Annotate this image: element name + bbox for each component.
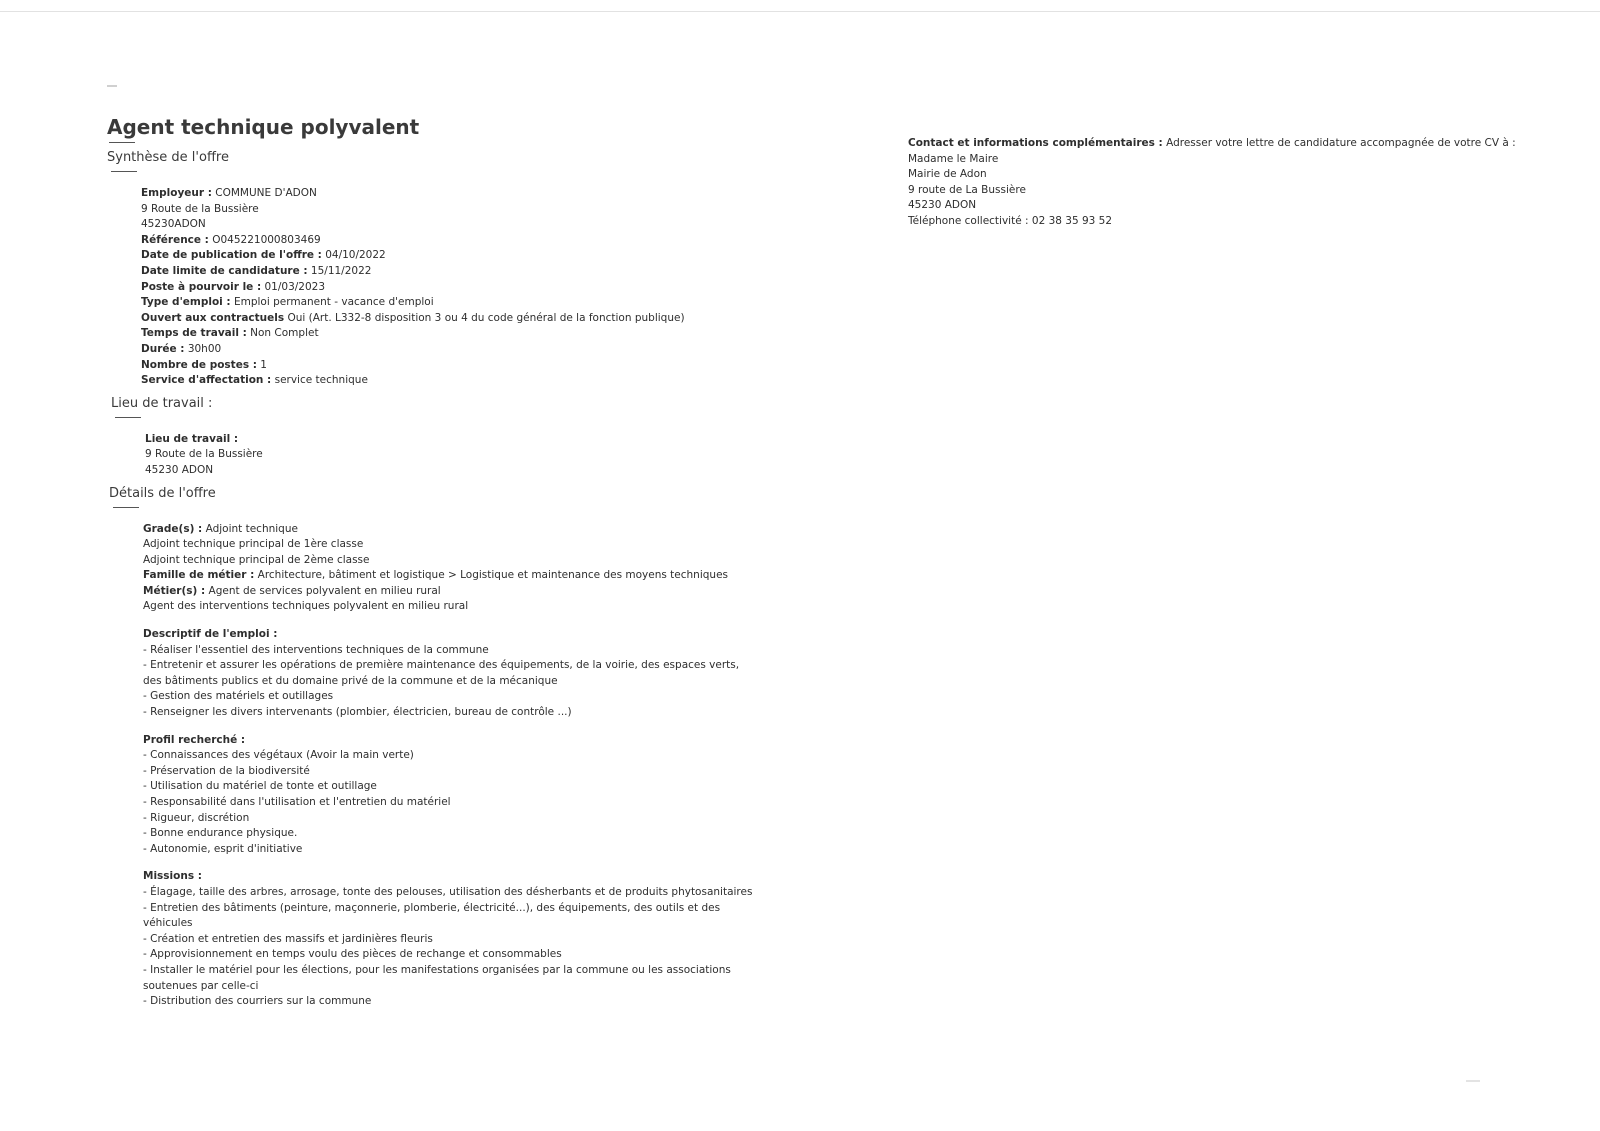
descriptif-label: Descriptif de l'emploi :: [143, 628, 278, 641]
temps-value: Non Complet: [250, 327, 319, 340]
contractuels-value: Oui (Art. L332-8 disposition 3 ou 4 du code général de la fonction publique): [287, 311, 685, 324]
contact-line: 9 route de La Bussière: [908, 183, 1026, 196]
contact-row: [908, 136, 1548, 152]
details-heading: Détails de l'offre: [109, 485, 216, 501]
duree-label: Durée :: [141, 342, 185, 355]
descriptif-item: - Renseigner les divers intervenants (plombier, électricien, bureau de contrôle ...): [143, 706, 572, 719]
lieu-underline: [115, 417, 141, 418]
temps-label: Temps de travail :: [141, 327, 247, 340]
reference-value: O045221000803469: [212, 233, 321, 246]
poste-label: Poste à pourvoir le :: [141, 280, 262, 293]
lieu-heading: Lieu de travail :: [111, 395, 213, 411]
duree-value: 30h00: [187, 342, 222, 355]
details-block: [143, 522, 753, 1010]
grades-label: Grade(s) :: [143, 522, 203, 535]
profil-item: - Préservation de la biodiversité: [143, 764, 310, 777]
metier-item: Agent de services polyvalent en milieu rural: [208, 584, 441, 597]
date-limite-value: 15/11/2022: [310, 264, 372, 277]
date-publication-value: 04/10/2022: [325, 249, 386, 262]
offer-main-column: [107, 114, 767, 1010]
lieu-line-1: 9 Route de la Bussière: [145, 448, 263, 461]
contact-intro: Adresser votre lettre de candidature accompagnée de votre CV à :: [1166, 137, 1516, 149]
mission-item: - Distribution des courriers sur la commune: [143, 995, 372, 1008]
synthese-heading: Synthèse de l'offre: [107, 150, 229, 165]
lieu-line-2: 45230 ADON: [145, 463, 214, 476]
descriptif-item: - Réaliser l'essentiel des interventions techniques de la commune: [143, 643, 489, 656]
profil-item: - Rigueur, discrétion: [143, 811, 250, 824]
reference-label: Référence :: [141, 233, 209, 246]
metier-item: Agent des interventions techniques polyvalent en milieu rural: [143, 600, 469, 613]
mission-item: - Approvisionnement en temps voulu des pièces de rechange et consommables: [143, 948, 562, 961]
contractuels-label: Ouvert aux contractuels: [141, 311, 285, 324]
profil-item: - Bonne endurance physique.: [143, 827, 298, 840]
profil-item: - Autonomie, esprit d'initiative: [143, 842, 303, 855]
mission-item: - Élagage, taille des arbres, arrosage, tonte des pelouses, utilisation des désherbants et de produits phytosanitaires: [143, 885, 753, 898]
contact-column: [908, 136, 1548, 230]
employeur-row: [141, 186, 767, 202]
service-label: Service d'affectation :: [141, 374, 272, 387]
descriptif-item: - Gestion des matériels et outillages: [143, 690, 334, 703]
missions-label: Missions :: [143, 870, 202, 883]
grades-row: [143, 522, 753, 538]
temps-row: [141, 326, 767, 342]
page-title: Agent technique polyvalent: [107, 115, 420, 139]
date-limite-row: [141, 264, 767, 280]
lieu-block: [145, 432, 767, 479]
top-rule: [0, 11, 1600, 12]
reference-row: [141, 233, 767, 249]
profil-item: - Utilisation du matériel de tonte et outillage: [143, 780, 377, 793]
page-mark: [1466, 1080, 1480, 1082]
date-publication-row: [141, 248, 767, 264]
details-underline: [113, 507, 139, 508]
duree-row: [141, 342, 767, 358]
employeur-value: COMMUNE D'ADON: [215, 187, 317, 199]
type-emploi-row: [141, 295, 767, 311]
famille-label: Famille de métier :: [143, 569, 255, 582]
lieu-label: Lieu de travail :: [145, 432, 239, 445]
nombre-postes-row: [141, 358, 767, 374]
type-emploi-label: Type d'emploi :: [141, 296, 231, 309]
metiers-row: [143, 584, 753, 600]
nombre-postes-value: 1: [260, 358, 267, 371]
employeur-label: Employeur :: [141, 187, 212, 199]
synthese-underline: [111, 171, 137, 172]
profil-label: Profil recherché :: [143, 733, 246, 746]
descriptif-item: - Entretenir et assurer les opérations de première maintenance des équipements, de la voirie, des espaces verts, des bâtiments publics et du domaine privé de la commune et de la mécanique: [143, 659, 740, 687]
grade-item: Adjoint technique: [205, 522, 298, 535]
scan-mark: [107, 85, 117, 87]
grade-item: Adjoint technique principal de 1ère classe: [143, 538, 364, 551]
contact-phone: Téléphone collectivité : 02 38 35 93 52: [908, 214, 1113, 227]
poste-value: 01/03/2023: [264, 280, 326, 293]
service-row: [141, 373, 767, 389]
contact-line: Madame le Maire: [908, 152, 999, 165]
mission-item: - Entretien des bâtiments (peinture, maçonnerie, plomberie, électricité...), des équipements, des outils et des véhicules: [143, 901, 721, 930]
nombre-postes-label: Nombre de postes :: [141, 358, 257, 371]
title-underline: [109, 142, 135, 143]
date-limite-label: Date limite de candidature :: [141, 264, 308, 277]
mission-item: - Installer le matériel pour les élections, pour les manifestations organisées par la commune ou les associations soutenues par celle-ci: [143, 963, 731, 992]
contact-line: Mairie de Adon: [908, 168, 987, 181]
service-value: service technique: [274, 374, 368, 387]
mission-item: - Création et entretien des massifs et jardinières fleuris: [143, 932, 433, 945]
contact-line: 45230 ADON: [908, 199, 977, 212]
famille-value: Architecture, bâtiment et logistique > Logistique et maintenance des moyens techniques: [257, 569, 729, 582]
profil-item: - Responsabilité dans l'utilisation et l'entretien du matériel: [143, 796, 451, 808]
grade-item: Adjoint technique principal de 2ème classe: [143, 553, 370, 566]
contact-label: Contact et informations complémentaires :: [908, 137, 1163, 149]
date-publication-label: Date de publication de l'offre :: [141, 249, 322, 262]
famille-row: [143, 568, 753, 584]
employeur-address-2: 45230ADON: [141, 218, 206, 231]
employeur-address-1: 9 Route de la Bussière: [141, 202, 259, 215]
profil-item: - Connaissances des végétaux (Avoir la main verte): [143, 749, 414, 762]
poste-row: [141, 280, 767, 296]
metiers-label: Métier(s) :: [143, 584, 206, 597]
synthese-block: [141, 186, 767, 389]
type-emploi-value: Emploi permanent - vacance d'emploi: [233, 296, 434, 309]
contractuels-row: [141, 311, 767, 327]
